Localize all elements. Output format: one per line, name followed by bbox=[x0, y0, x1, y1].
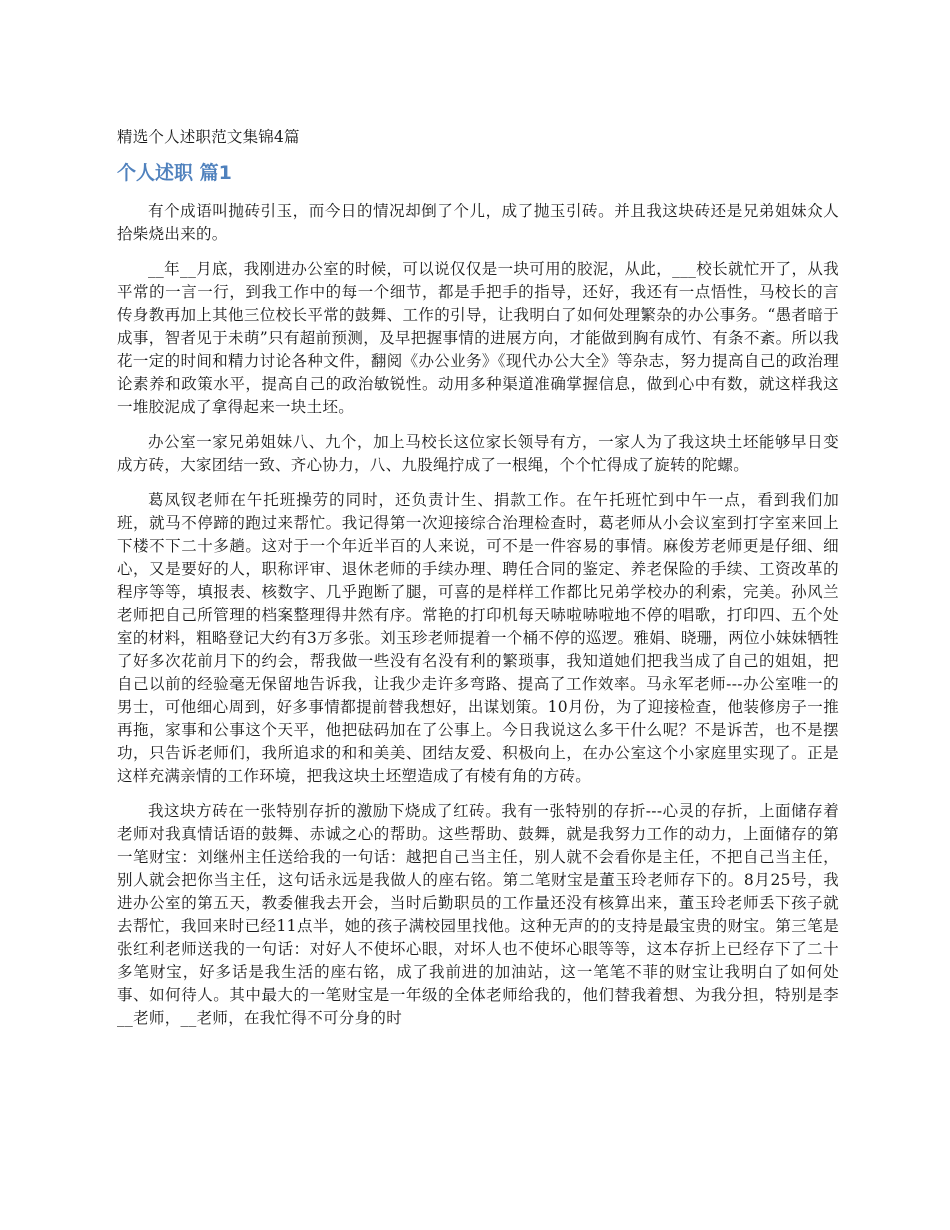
paragraph-1: 有个成语叫抛砖引玉，而今日的情况却倒了个儿，成了抛玉引砖。并且我这块砖还是兄弟姐妹众人拾柴烧出来的。 bbox=[117, 202, 839, 243]
section-heading: 个人述职 篇1 bbox=[117, 162, 232, 184]
document-page bbox=[117, 126, 839, 1042]
paragraph-2: __年__月底，我刚进办公室的时候，可以说仅仅是一块可用的胶泥，从此，___校长就忙开了，从我平常的一言一行，到我工作中的每一个细节，都是手把手的指导，还好，我还有一点悟性，马校长的言传身教再加上其他三位校长平常的鼓舞、工作的引导，让我明白了如何处理繁杂的办公事务。“愚者暗于成事，智者见于未萌”只有超前预测，及早把握事情的进展方向，才能做到胸有成竹、有条不紊。所以我花一定的时间和精力讨论各种文件，翻阅《办公业务》《现代办公大全》等杂志，努力提高自己的政治理论素养和政策水平，提高自己的政治敏锐性。动用多种渠道准确掌握信息，做到心中有数，就这样我这一堆胶泥成了拿得起来一块土坯。 bbox=[117, 260, 839, 416]
paragraph-5: 我这块方砖在一张特别存折的激励下烧成了红砖。我有一张特别的存折---心灵的存折，上面储存着老师对我真情话语的鼓舞、赤诚之心的帮助。这些帮助、鼓舞，就是我努力工作的动力，上面储存的第一笔财宝：刘继州主任送给我的一句话：越把自己当主任，别人就不会看你是主任，不把自己当主任，别人就会把你当主任，这句话永远是我做人的座右铭。第二笔财宝是董玉玲老师存下的。8月25号，我进办公室的第五天，教委催我去开会，当时后勤职员的工作量还没有核算出来，董玉玲老师丢下孩子就去帮忙，我回来时已经11点半，她的孩子满校园里找他。这种无声的的支持是最宝贵的财宝。第三笔是张红利老师送我的一句话：对好人不使坏心眼，对坏人也不使坏心眼等等，这本存折上已经存下了二十多笔财宝，好多话是我生活的座右铭，成了我前进的加油站，这一笔笔不菲的财宝让我明白了如何处事、如何待人。其中最大的一笔财宝是一年级的全体老师给我的，他们替我着想、为我分担，特别是李__老师，__老师，在我忙得不可分身的时 bbox=[117, 802, 839, 1027]
document-title: 精选个人述职范文集锦4篇 bbox=[117, 128, 300, 146]
paragraph-3: 办公室一家兄弟姐妹八、九个，加上马校长这位家长领导有方，一家人为了我这块土坯能够早日变成方砖，大家团结一致、齐心协力，八、九股绳拧成了一根绳，个个忙得成了旋转的陀螺。 bbox=[117, 433, 839, 474]
paragraph-4: 葛凤钗老师在午托班操劳的同时，还负责计生、捐款工作。在午托班忙到中午一点，看到我们加班，就马不停蹄的跑过来帮忙。我记得第一次迎接综合治理检查时，葛老师从小会议室到打字室来回上下楼不下二十多趟。这对于一个年近半百的人来说，可不是一件容易的事情。麻俊芳老师更是仔细、细心，又是要好的人，职称评审、退休老师的手续办理、聘任合同的鉴定、养老保险的手续、工资改革的程序等等，填报表、核数字、几乎跑断了腿，可喜的是样样工作都比兄弟学校办的利索，完美。孙风兰老师把自己所管理的档案整理得井然有序。常艳的打印机每天哧啦哧啦地不停的唱歌，打印四、五个处室的材料，粗略登记大约有3万多张。刘玉珍老师提着一个桶不停的巡逻。雅娟、晓珊，两位小妹妹牺牲了好多次花前月下的约会，帮我做一些没有名没有利的繁琐事，我知道她们把我当成了自己的姐姐，把自己以前的经验毫无保留地告诉我，让我少走许多弯路、提高了工作效率。马永军老师---办公室唯一的男士，可他细心周到，好多事情都提前替我想好，出谋划策。10月份，为了迎接检查，他装修房子一推再拖，家事和公事这个天平，他把砝码加在了公事上。今日我说这么多干什么呢？不是诉苦，也不是摆功，只告诉老师们，我所追求的和和美美、团结友爱、积极向上，在办公室这个小家庭里实现了。正是这样充满亲情的工作环境，把我这块土坯塑造成了有棱有角的方砖。 bbox=[117, 491, 839, 785]
